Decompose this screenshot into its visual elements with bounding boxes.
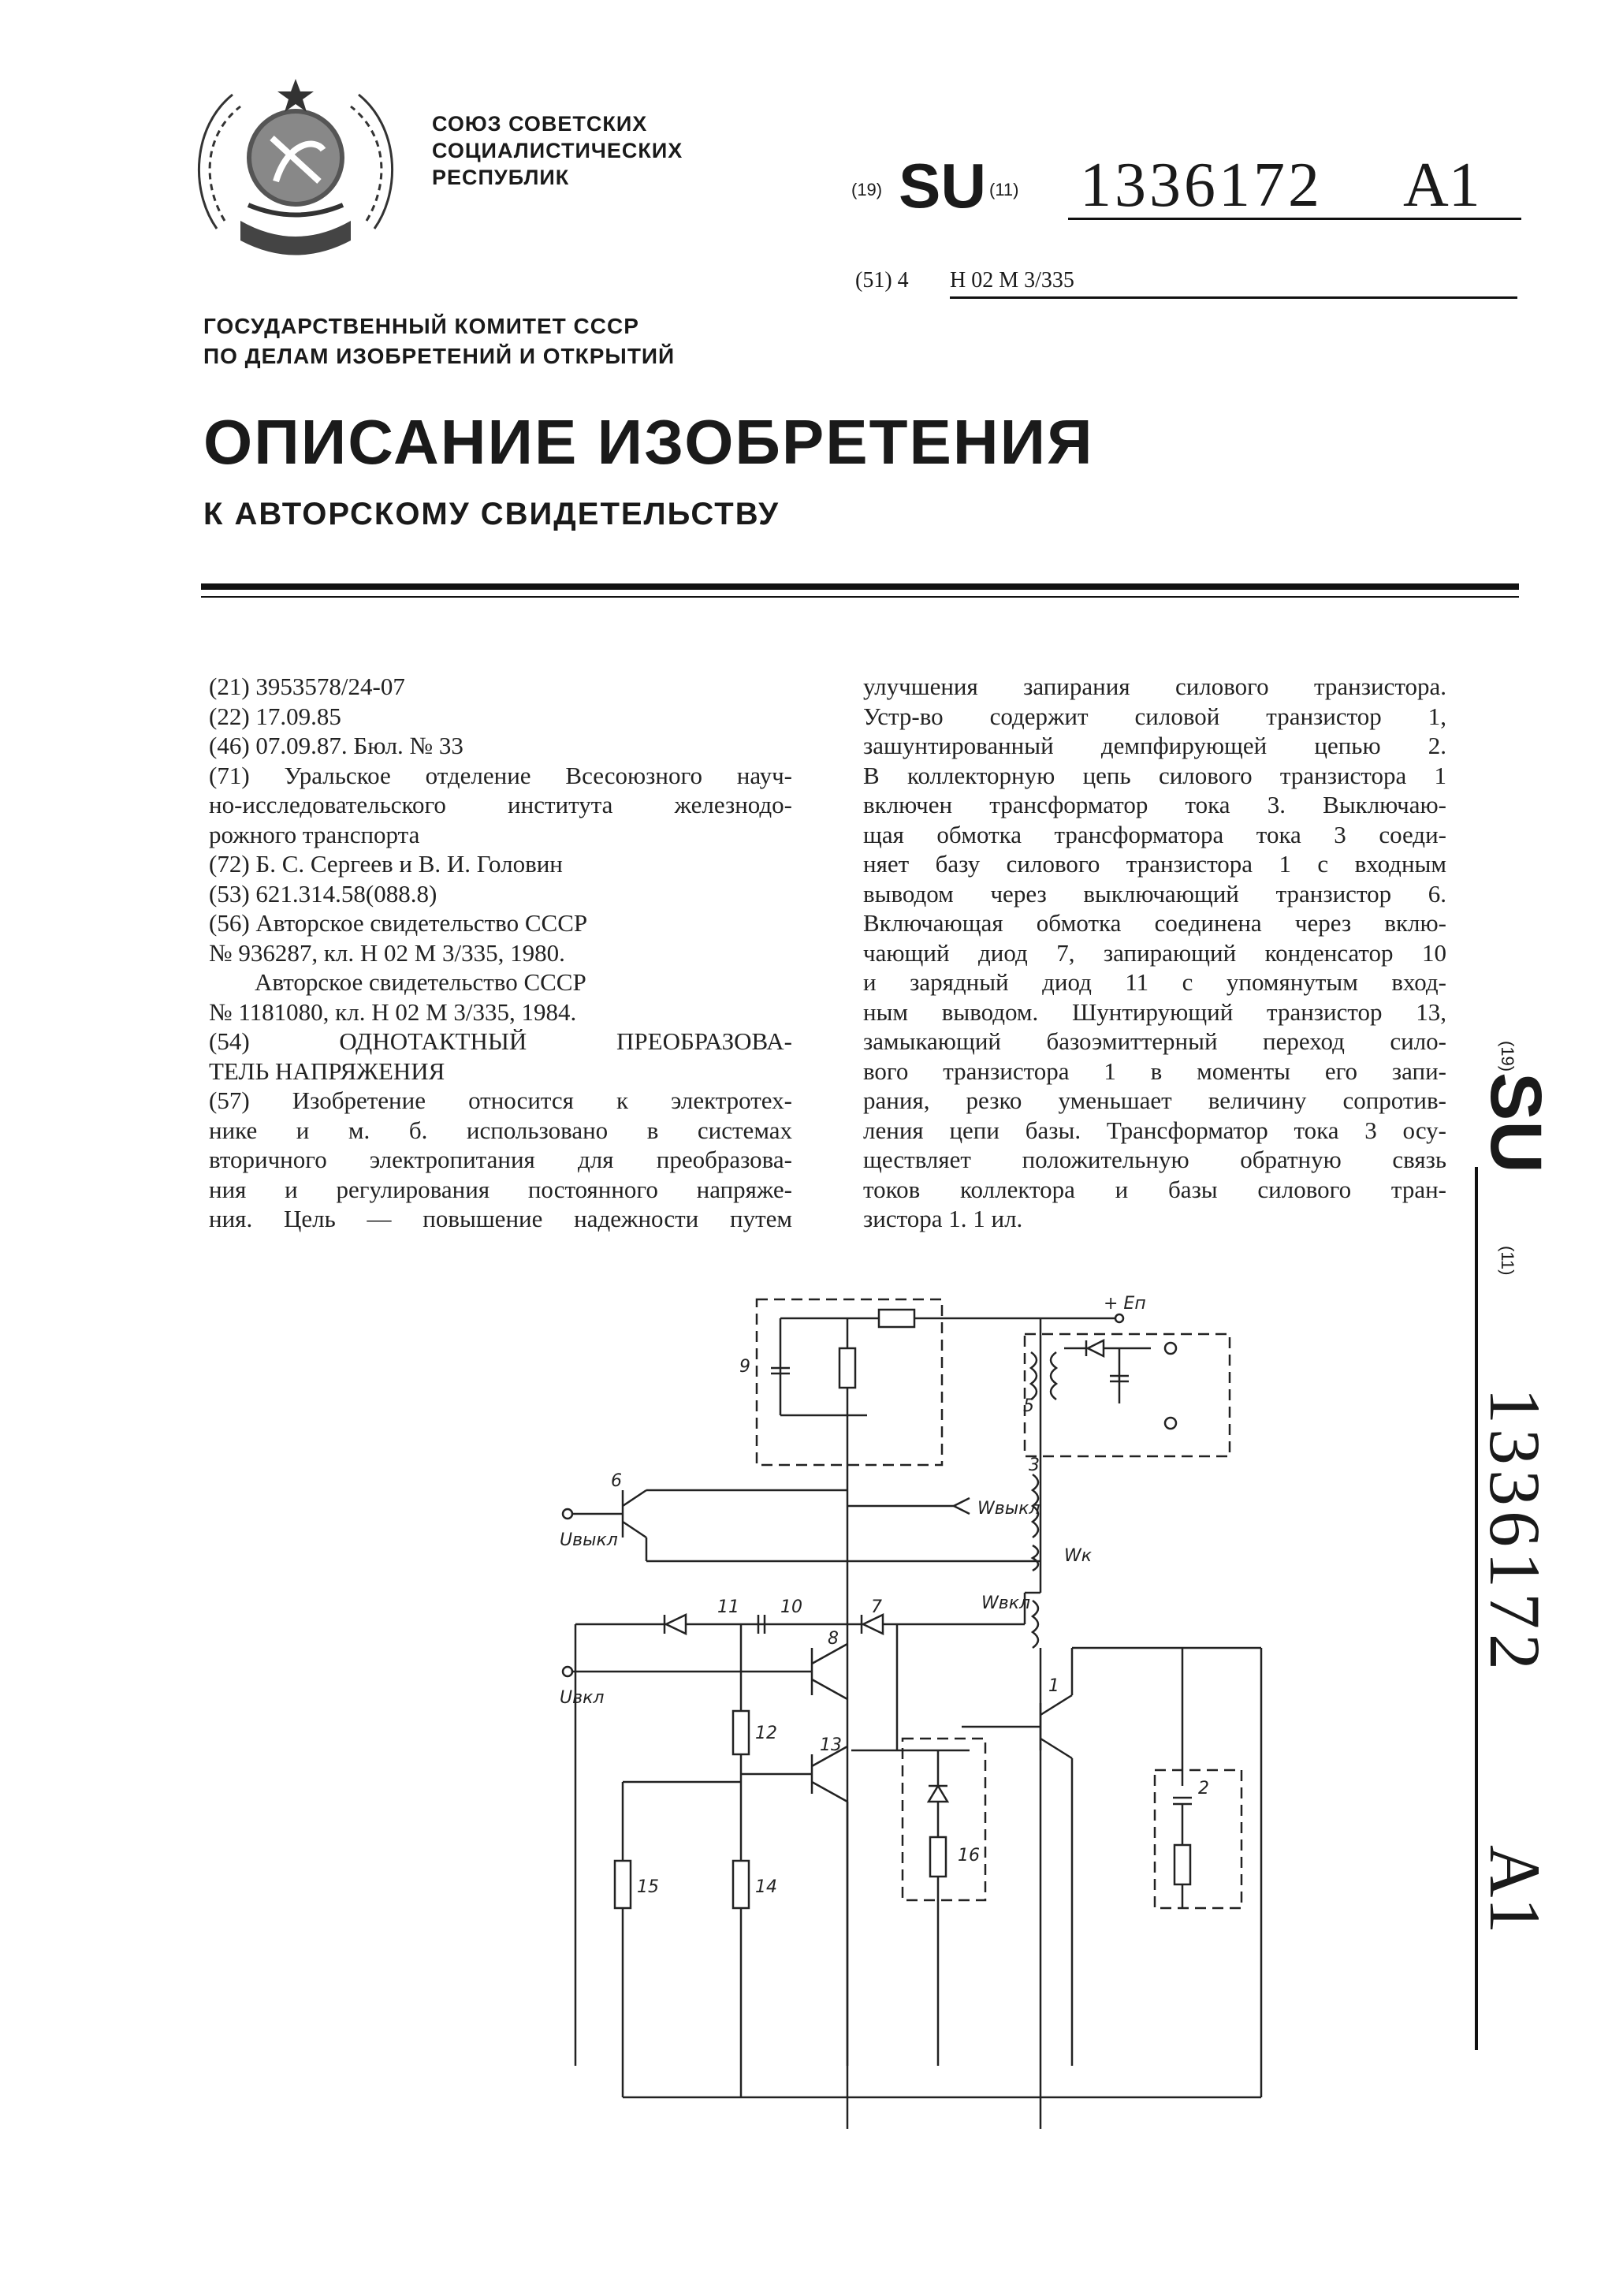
circuit-diagram [552, 1277, 1364, 2129]
label-2: 2 [1198, 1779, 1209, 1798]
label-16: 16 [958, 1846, 980, 1866]
label-14: 14 [755, 1877, 777, 1897]
label-11: 11 [717, 1597, 739, 1617]
label-1: 1 [1048, 1676, 1059, 1696]
field-72: (72) Б. С. Сергеев и В. И. Головин [209, 850, 563, 878]
document-title: ОПИСАНИЕ ИЗОБРЕТЕНИЯ [203, 407, 1094, 477]
field-57: (57) Изобретение относится к электротех- [209, 1086, 792, 1114]
patent-number-line [851, 150, 1521, 221]
ussr-emblem [185, 63, 406, 276]
country-code: SU [899, 151, 987, 221]
label-w-k: Wк [1064, 1546, 1093, 1566]
label-8: 8 [828, 1629, 839, 1649]
label-9: 9 [739, 1357, 750, 1377]
label-7: 7 [871, 1597, 882, 1617]
ipc-label: (51) 4 [855, 268, 909, 293]
label-12: 12 [755, 1724, 777, 1743]
header-divider-thin [201, 596, 1519, 598]
code-19: (19) [851, 180, 883, 199]
document-subtitle: К АВТОРСКОМУ СВИДЕТЕЛЬСТВУ [203, 497, 780, 531]
side-patent-label: (19) SU (11) 1336172 A1 [1478, 1041, 1549, 2050]
label-3: 3 [1029, 1456, 1040, 1475]
committee: ГОСУДАРСТВЕННЫЙ КОМИТЕТ СССР ПО ДЕЛАМ ИЗОБРЕТЕНИЙ И ОТКРЫТИЙ [203, 314, 676, 368]
label-u-on: Uвкл [560, 1688, 605, 1708]
field-71: (71) Уральское отделение Всесоюзного науч- [209, 761, 792, 789]
abstract-column: улучшения запирания силового транзистора. Устр-во содержит силовой транзистор 1, зашунтированный демпфирующей цепью 2. В коллекторную цепь силового транзистора 1 включен трансформатор тока 3. Выключаю- щая обмотка трансформатора тока 3 соеди- няет базу силового транзистора 1 с входным выводом через выключающий транзистор 6. Включающая обмотка соединена через вклю- чающий диод 7, запирающий конденсатор 10 и зарядный диод 11 с упомянутым вход- ным выводом. Шунтирующий транзистор 13, замыкающий базоэмиттерный переход сило- вого транзистора 1 в моменты его запи- рания, резко уменьшает величину сопротив- ления цепи базы. Трансформатор тока 3 осу- ществляет положительную обратную связь токов коллектора и базы силового тран- зистора 1. 1 ил. [863, 673, 1446, 1232]
label-u-off: Uвыкл [560, 1530, 618, 1550]
patent-number: 1336172 [1080, 151, 1323, 220]
country-name: СОЮЗ СОВЕТСКИХ СОЦИАЛИСТИЧЕСКИХ РЕСПУБЛИК [432, 112, 683, 189]
label-15: 15 [637, 1877, 659, 1897]
field-56: (56) Авторское свидетельство СССР [209, 909, 588, 937]
label-w-on: Wвкл [981, 1593, 1031, 1613]
label-w-off: Wвыкл [977, 1499, 1040, 1519]
label-supply: + Eп [1104, 1294, 1146, 1314]
kind-code: A1 [1403, 151, 1480, 220]
label-13: 13 [820, 1735, 842, 1755]
bibliographic-column: (21) 3953578/24-07 (22) 17.09.85 (46) 07.09.87. Бюл. № 33 (71) Уральское отделение Всесоюзного науч- но-исследовательского института железнодо- рожного транспорта (72) Б. С. Сергеев и В. И. Головин (53) 621.314.58(088.8) (56) Авторское свидетельство СССР № 936287, кл. Н 02 М 3/335, 1980. Авторское свидетельство СССР № 1181080, кл. Н 02 М 3/335, 1984. (54) ОДНОТАКТНЫЙ ПРЕОБРАЗОВА- ТЕЛЬ НАПРЯЖЕНИЯ (57) Изобретение относится к электротех- нике и м. б. использовано в системах вторичного электропитания для преобразова- ния и регулирования постоянного напряже- ния. Цель — повышение надежности путем [209, 673, 792, 1232]
label-5: 5 [1023, 1396, 1034, 1416]
field-53: (53) 621.314.58(088.8) [209, 879, 437, 908]
field-46: (46) 07.09.87. Бюл. № 33 [209, 732, 463, 759]
field-21: (21) 3953578/24-07 [209, 673, 405, 700]
ipc-code: H 02 M 3/335 [950, 268, 1074, 293]
field-22: (22) 17.09.85 [209, 702, 341, 730]
header-divider [201, 583, 1519, 590]
code-11: (11) [989, 180, 1019, 199]
label-6: 6 [611, 1471, 622, 1491]
ipc-line [855, 268, 1517, 300]
field-54: (54) ОДНОТАКТНЫЙ ПРЕОБРАЗОВА- [209, 1027, 792, 1055]
label-10: 10 [780, 1597, 802, 1617]
